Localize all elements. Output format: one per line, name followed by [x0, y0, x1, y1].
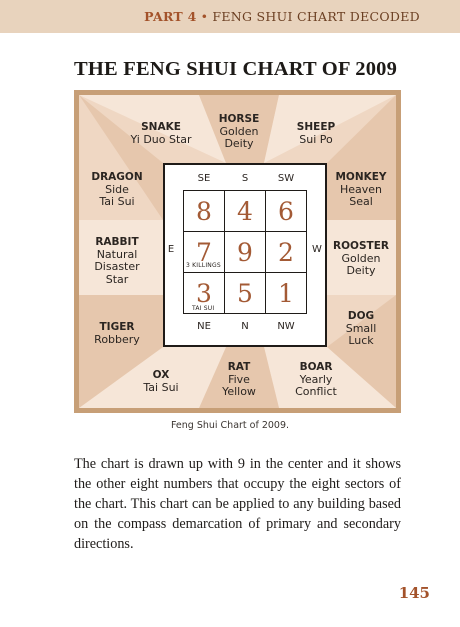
sector-dragon-name: DRAGON	[91, 171, 143, 183]
grid-cell-sw: 6	[266, 191, 307, 232]
sector-monkey-name: MONKEY	[335, 171, 387, 183]
sector-snake-name: SNAKE	[141, 121, 181, 133]
sector-monkey-desc1: Heaven	[339, 182, 383, 196]
sector-rat	[199, 361, 279, 399]
grid-cell-center: 9	[225, 232, 266, 273]
grid-cell-se: 8	[184, 191, 225, 232]
sector-rat-name: RAT	[227, 361, 251, 373]
sector-boar-name: BOAR	[299, 361, 333, 373]
grid-cell-s: 4	[225, 191, 266, 232]
sector-horse	[199, 113, 279, 151]
grid-cell-nw: 1	[266, 273, 307, 314]
sector-sheep	[276, 121, 356, 146]
sector-rabbit-desc3: Star	[105, 272, 129, 286]
sector-dragon-desc1: Side	[105, 182, 129, 196]
sector-boar-desc1: Yearly	[299, 372, 333, 386]
header-part: PART 4	[144, 9, 197, 24]
sector-rooster-name: ROOSTER	[333, 240, 389, 252]
grid-cell-w: 2	[266, 232, 307, 273]
sector-rabbit	[79, 236, 157, 286]
direction-ne: NE	[197, 321, 211, 332]
sector-snake-desc: Yi Duo Star	[130, 132, 192, 146]
sector-dog	[321, 310, 396, 348]
sector-dog-desc1: Small	[345, 321, 377, 335]
direction-s: S	[241, 173, 249, 184]
body-paragraph: The chart is drawn up with 9 in the center and it shows the other eight numbers that occupy the eight sectors of the chart. This chart can be applied to any building based on the compass demarcation of primary and secondary directions.	[74, 456, 401, 552]
annotation-tai-sui: TAI SUI	[192, 305, 215, 312]
sector-rooster-desc2: Deity	[346, 264, 376, 277]
direction-n: N	[241, 321, 249, 332]
direction-sw: SW	[277, 173, 295, 184]
running-header	[144, 9, 420, 24]
chart-caption: Feng Shui Chart of 2009.	[170, 420, 290, 431]
lo-shu-grid-box	[163, 163, 327, 347]
direction-nw: NW	[277, 321, 295, 332]
sector-sheep-desc: Sui Po	[299, 132, 333, 146]
sector-horse-name: HORSE	[218, 113, 260, 125]
sector-dog-name: DOG	[347, 310, 375, 322]
sector-monkey-desc2: Seal	[349, 195, 373, 208]
grid-cell-ne: 3	[184, 273, 225, 314]
sector-sheep-name: SHEEP	[296, 121, 336, 133]
sector-horse-desc2: Deity	[224, 137, 254, 150]
sector-ox	[121, 369, 201, 394]
sector-rabbit-desc2: Disaster	[94, 260, 140, 273]
sector-boar	[276, 361, 356, 399]
direction-e: E	[167, 244, 175, 255]
header-separator: •	[200, 9, 209, 24]
feng-shui-chart	[74, 90, 401, 413]
sector-ox-desc: Tai Sui	[143, 380, 179, 394]
sector-rooster	[321, 240, 396, 278]
sector-dog-desc2: Luck	[348, 334, 374, 347]
direction-se: SE	[197, 173, 211, 184]
annotation-three-killings: 3 KILLINGS	[186, 262, 221, 269]
sector-dragon-desc2: Tai Sui	[99, 195, 135, 208]
sector-tiger	[79, 321, 157, 346]
sector-rat-desc1: Five	[228, 372, 250, 386]
page-title: THE FENG SHUI CHART OF 2009	[74, 58, 398, 80]
page-number: 145	[398, 584, 430, 602]
header-section: FENG SHUI CHART DECODED	[212, 9, 420, 24]
sector-tiger-name: TIGER	[99, 321, 135, 333]
sector-rabbit-name: RABBIT	[95, 236, 139, 248]
sector-rat-desc2: Yellow	[222, 385, 256, 398]
number-grid	[183, 190, 307, 314]
sector-tiger-desc: Robbery	[94, 332, 140, 346]
direction-w: W	[312, 244, 322, 255]
grid-cell-n: 5	[225, 273, 266, 314]
sector-rabbit-desc1: Natural	[96, 247, 138, 261]
sector-rooster-desc1: Golden	[341, 251, 381, 265]
sector-monkey	[321, 171, 396, 209]
sector-dragon	[79, 171, 157, 209]
sector-ox-name: OX	[152, 369, 170, 381]
sector-horse-desc1: Golden	[219, 124, 259, 138]
sector-boar-desc2: Conflict	[295, 385, 337, 398]
grid-cell-e: 7	[184, 232, 225, 273]
chart-background	[79, 95, 396, 408]
sector-snake	[121, 121, 201, 146]
